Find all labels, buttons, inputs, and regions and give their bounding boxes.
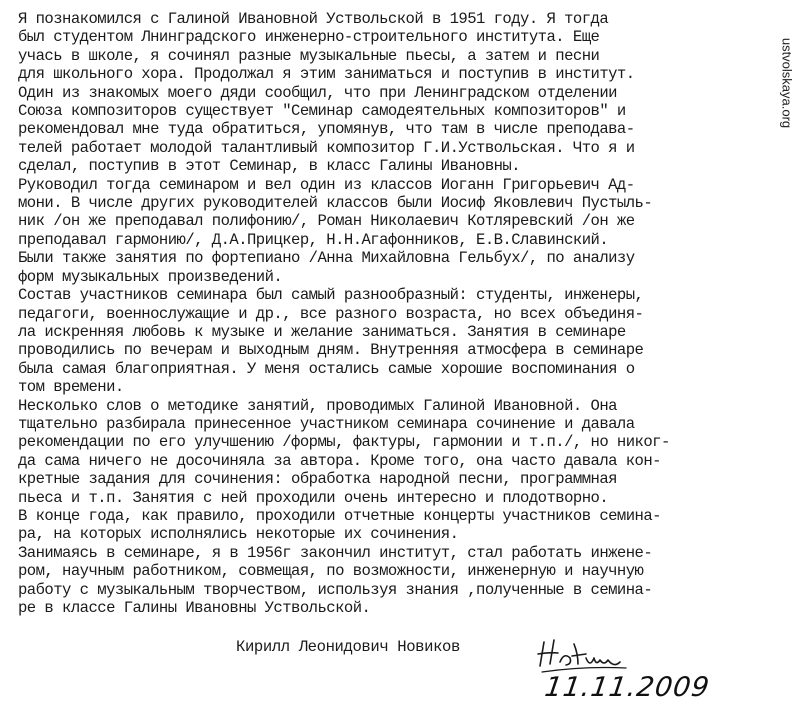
text-line: учась в школе, я сочинял разные музыкальные пьесы, а затем и песни xyxy=(18,46,600,65)
text-line: ник /он же преподавал полифонию/, Роман Николаевич Котляревский /он же xyxy=(18,212,635,231)
text-line: Руководил тогда семинаром и вел один из классов Иоганн Григорьевич Ад- xyxy=(18,175,635,194)
text-line: тщательно разбирала принесенное участником семинара сочинение и давала xyxy=(18,414,635,433)
text-line: ра, на которых исполнялись некоторые их сочинения. xyxy=(18,525,459,544)
text-line: Занимаясь в семинаре, я в 1956г закончил институт, стал работать инжене- xyxy=(18,543,653,562)
text-line: рекомендовал мне туда обратиться, упомянув, что там в числе преподава- xyxy=(18,120,635,139)
text-line: проводились по вечерам и выходным дням. Внутренняя атмосфера в семинаре xyxy=(18,341,644,360)
text-line: Союза композиторов существует "Семинар самодеятельных композиторов" и xyxy=(18,102,626,121)
text-line: форм музыкальных произведений. xyxy=(18,267,283,286)
text-line: мони. В числе других руководителей классов были Иосиф Яковлевич Пустыль- xyxy=(18,194,653,213)
text-line: был студентом Лнинградского инженерно-строительного института. Еще xyxy=(18,28,600,47)
text-line: Несколько слов о методике занятий, проводимых Галиной Ивановной. Она xyxy=(18,396,617,415)
text-line: для школьного хора. Продолжал я этим заниматься и поступив в институт. xyxy=(18,65,635,84)
text-line: пьеса и т.п. Занятия с ней проходили очень интересно и плодотворно. xyxy=(18,488,609,507)
text-line: была самая благоприятная. У меня остались самые хорошие воспоминания о xyxy=(18,359,635,378)
text-line: том времени. xyxy=(18,378,124,397)
watermark-vertical xyxy=(778,8,796,158)
text-line: телей работает молодой талантливый композитор Г.И.Уствольская. Что я и xyxy=(18,138,635,157)
text-line: кретные задания для сочинения: обработка народной песни, программная xyxy=(18,470,617,489)
text-line: Состав участников семинара был самый разнообразный: студенты, инженеры, xyxy=(18,286,644,305)
text-line: Я познакомился с Галиной Ивановной Уствольской в 1951 году. Я тогда xyxy=(18,10,609,28)
text-line: ла искренняя любовь к музыке и желание заниматься. Занятия в семинаре xyxy=(18,322,626,341)
watermark-text: ustvolskaya.org xyxy=(779,37,795,129)
text-line: Один из знакомых моего дяди сообщил, что при Ленинградском отделении xyxy=(18,83,617,102)
text-line: преподавал гармонию/, Д.А.Прицкер, Н.Н.Агафонников, Е.В.Славинский. xyxy=(18,230,609,249)
text-line: Были также занятия по фортепиано /Анна Михайловна Гельбух/, по анализу xyxy=(18,249,635,268)
signature-date: 11.11.2009 xyxy=(542,672,712,703)
author-name: Кирилл Леонидович Новиков xyxy=(236,638,460,656)
text-line: ре в классе Галины Ивановны Уствольской. xyxy=(18,599,371,617)
text-line: работу с музыкальным творчеством, используя знания ,полученные в семина- xyxy=(18,580,653,599)
text-line: да сама ничего не досочиняла за автора. Кроме того, она часто давала кон- xyxy=(18,451,661,470)
text-line: ром, научным работником, совмещая, по возможности, инженерную и научную xyxy=(18,562,644,581)
text-line: рекомендации по его улучшению /формы, фактуры, гармонии и т.п./, но никог- xyxy=(18,433,670,452)
typewritten-letter xyxy=(18,10,780,617)
text-line: педагоги, военнослужащие и др., все разного возраста, но всех объединя- xyxy=(18,304,644,323)
text-line: сделал, поступив в этот Семинар, в класс Галины Ивановны. xyxy=(18,157,521,176)
text-line: В конце года, как правило, проходили отчетные концерты участников семина- xyxy=(18,506,661,525)
